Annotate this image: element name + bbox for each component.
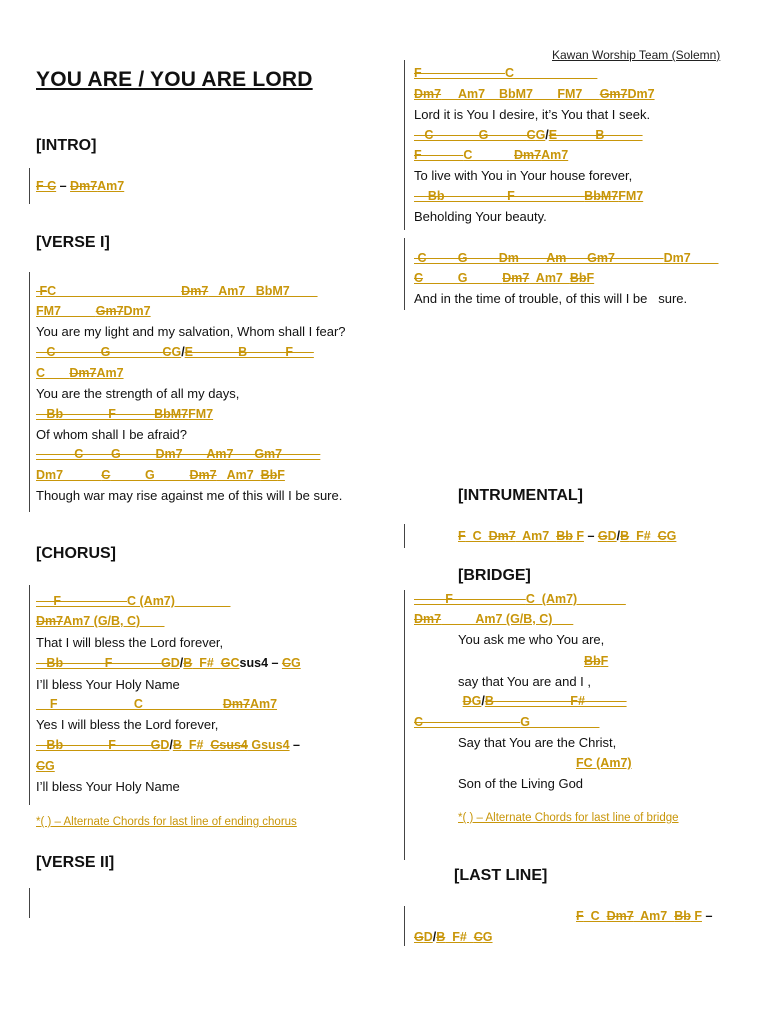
chord-segment: C G Dm7 Am7 Gm7	[36, 447, 321, 461]
chord-line	[36, 697, 277, 711]
chord-segment: C (Am7)	[127, 594, 231, 608]
chord-segment: C	[162, 345, 172, 359]
chord-segment: F	[690, 909, 702, 923]
chord-line	[36, 759, 55, 773]
chord-segment: Dm7	[414, 612, 442, 626]
chord-segment: C	[230, 656, 240, 670]
chord-segment: F	[586, 271, 595, 285]
chord-segment: Am7	[216, 468, 261, 482]
chord-segment: G	[161, 656, 171, 670]
chord-segment: Am7	[541, 148, 569, 162]
chord-segment: D	[423, 930, 433, 944]
chord-segment: C	[101, 468, 111, 482]
chord-segment: Gm7	[599, 87, 628, 101]
chord-segment: F	[277, 468, 285, 482]
lyric-line: Son of the Living God	[458, 776, 584, 791]
chord-segment: C	[281, 656, 291, 670]
chord-segment: Bb F	[36, 407, 155, 421]
alternate-chords-note: *( ) – Alternate Chords for last line of ending chorus	[36, 816, 297, 828]
chord-segment: G	[423, 271, 503, 285]
lyric-line: To live with You in Your house forever,	[414, 168, 633, 183]
chord-segment: Bb F	[414, 189, 585, 203]
chord-segment: G	[414, 930, 424, 944]
alternate-chords-note: *( ) – Alternate Chords for last line of bridge	[458, 812, 679, 824]
chord-segment: /	[181, 345, 185, 359]
lyric-line: Yes I will bless the Lord forever,	[36, 717, 219, 732]
chord-segment: F#	[181, 738, 211, 752]
section-last-line: [LAST LINE]	[454, 867, 548, 884]
margin-rule	[29, 888, 30, 918]
chord-segment: /	[169, 738, 173, 752]
chord-line	[36, 594, 231, 608]
chord-segment: C	[36, 366, 70, 380]
chord-segment: G	[110, 468, 190, 482]
chord-segment: Am7	[515, 529, 557, 543]
lyric-line: You are my light and my salvation, Whom shall I fear?	[36, 324, 346, 339]
chord-segment: B	[620, 529, 630, 543]
chord-segment: D	[160, 738, 170, 752]
chord-segment: BbM7	[584, 189, 619, 203]
lyric-line: I’ll bless Your Holy Name	[36, 779, 180, 794]
chord-segment: FM7	[188, 407, 214, 421]
chord-segment: C (Am7)	[525, 592, 626, 606]
chord-line	[36, 738, 300, 752]
chord-segment: Dm7	[181, 284, 209, 298]
chord-segment: Am7 BbM7 FM7	[441, 87, 600, 101]
chord-segment: /	[545, 128, 549, 142]
chord-segment: /	[481, 694, 485, 708]
chord-segment: Dm7	[502, 271, 530, 285]
chord-segment: FM7	[618, 189, 644, 203]
chord-segment: Bb	[556, 529, 573, 543]
chord-segment: G	[45, 759, 55, 773]
chord-segment: D	[170, 656, 180, 670]
chord-segment: C	[47, 284, 182, 298]
chord-segment: Gsus4	[247, 738, 290, 752]
chord-line	[414, 592, 626, 606]
chord-segment: F	[414, 66, 505, 80]
chord-line	[36, 656, 301, 670]
section-bridge: [BRIDGE]	[458, 567, 531, 584]
lyric-line: And in the time of trouble, of this will I be sure.	[414, 291, 688, 306]
chord-segment: G	[535, 128, 546, 142]
chord-segment: E B	[548, 128, 643, 142]
chord-line	[414, 189, 643, 203]
margin-rule	[404, 238, 405, 310]
chord-segment: F	[414, 592, 526, 606]
chord-segment: F	[414, 148, 464, 162]
lyric-line: Beholding Your beauty.	[414, 209, 547, 224]
chord-segment: FC (Am7)	[576, 756, 632, 770]
chord-line	[36, 284, 318, 298]
chord-segment: C	[36, 759, 46, 773]
chord-segment: G	[597, 529, 608, 543]
chord-segment: Dm7	[69, 366, 97, 380]
chord-line	[414, 87, 655, 101]
chord-segment: B F#	[484, 694, 627, 708]
chord-segment: C	[465, 529, 489, 543]
chord-segment: Bb F	[36, 656, 162, 670]
chord-segment: Bb	[260, 468, 278, 482]
song-title: YOU ARE / YOU ARE LORD	[36, 68, 313, 91]
chord-line	[414, 930, 493, 944]
lyric-line: Though war may rise against me of this will I be sure.	[36, 488, 343, 503]
chord-segment: C G	[36, 345, 163, 359]
chord-line	[414, 148, 568, 162]
chord-line	[36, 345, 314, 359]
margin-rule	[404, 590, 405, 860]
chord-segment: C	[414, 715, 521, 729]
chord-segment: Csus4	[210, 738, 248, 752]
chord-segment: G	[290, 656, 301, 670]
chord-segment: E B F	[184, 345, 314, 359]
chord-segment: –	[583, 529, 598, 543]
margin-rule	[404, 906, 405, 946]
chord-segment: BbM7	[154, 407, 189, 421]
chord-segment: sus4 –	[239, 656, 282, 670]
chord-segment: F	[576, 909, 584, 923]
chord-segment: F#	[445, 930, 474, 944]
chord-segment: C	[463, 148, 515, 162]
chord-segment: Am7	[96, 366, 124, 380]
lyric-line: I’ll bless Your Holy Name	[36, 677, 180, 692]
chord-line	[584, 654, 608, 668]
chord-segment: /	[179, 656, 184, 670]
section-chorus: [CHORUS]	[36, 545, 116, 562]
chord-segment: F	[36, 594, 127, 608]
chord-segment: G	[482, 930, 493, 944]
chord-segment: Dm7	[606, 909, 634, 923]
lyric-line: say that You are and I ,	[458, 674, 591, 689]
chord-segment: F	[458, 529, 466, 543]
chord-segment: –	[289, 738, 301, 752]
chord-line	[36, 179, 124, 193]
chord-segment: C	[414, 271, 424, 285]
chord-line	[576, 909, 712, 923]
chord-line	[414, 251, 718, 265]
chord-segment: D	[607, 529, 617, 543]
chord-segment: C	[505, 66, 598, 80]
chord-segment	[414, 694, 463, 708]
section-instrumental: [INTRUMENTAL]	[458, 487, 584, 504]
chord-segment: Dm7	[36, 614, 64, 628]
chord-segment: C	[473, 930, 483, 944]
chord-segment: Bb	[584, 654, 601, 668]
chord-segment: /	[616, 529, 621, 543]
lyric-line: You are the strength of all my days,	[36, 386, 240, 401]
lyric-line: That I will bless the Lord forever,	[36, 635, 224, 650]
chord-segment: Dm7	[36, 468, 102, 482]
chord-segment: F#	[192, 656, 221, 670]
chord-segment: Am7	[97, 179, 125, 193]
chord-segment: Dm7	[189, 468, 217, 482]
lyric-line: Of whom shall I be afraid?	[36, 427, 188, 442]
chord-line	[414, 612, 573, 626]
chord-segment: –	[56, 179, 71, 193]
margin-rule	[404, 60, 405, 230]
chord-line	[414, 694, 627, 708]
margin-rule	[404, 524, 405, 548]
margin-rule	[29, 272, 30, 512]
chord-segment: D	[462, 694, 472, 708]
chord-line	[36, 614, 165, 628]
chord-line	[414, 715, 599, 729]
chord-segment: G	[471, 694, 482, 708]
chord-segment: C G	[414, 128, 527, 142]
chord-segment: Am7 BbM7	[208, 284, 318, 298]
margin-rule	[29, 168, 30, 204]
chord-segment: Gm7	[95, 304, 124, 318]
chord-segment: C	[526, 128, 536, 142]
chord-segment: F	[36, 284, 48, 298]
chord-segment: G	[666, 529, 677, 543]
team-header: Kawan Worship Team (Solemn)	[552, 48, 721, 62]
chord-segment: Dm7	[514, 148, 542, 162]
chord-segment: F C	[36, 179, 57, 193]
chord-segment: G	[171, 345, 182, 359]
chord-segment: Am7 (G/B, C)	[441, 612, 574, 626]
chord-segment: F C	[36, 697, 223, 711]
chord-segment: F#	[629, 529, 658, 543]
chord-line	[36, 407, 213, 421]
chord-line	[414, 128, 643, 142]
chord-segment: G	[520, 715, 600, 729]
section-verse-2: [VERSE II]	[36, 854, 115, 871]
lyric-line: Say that You are the Christ,	[458, 735, 617, 750]
chord-segment: B	[172, 738, 182, 752]
chord-segment: Dm7	[627, 87, 655, 101]
section-intro: [INTRO]	[36, 137, 97, 154]
chord-segment: /	[432, 930, 437, 944]
chord-segment: Dm7	[222, 697, 250, 711]
chord-segment: Am7	[529, 271, 570, 285]
chord-segment: Am7	[633, 909, 675, 923]
chord-line	[576, 756, 632, 770]
chord-segment: B	[183, 656, 193, 670]
chord-segment: Am7	[249, 697, 278, 711]
margin-rule	[29, 585, 30, 805]
chord-segment: Dm7	[70, 179, 98, 193]
chord-segment: Dm7	[123, 304, 151, 318]
chord-segment: G	[220, 656, 231, 670]
chord-line	[36, 447, 320, 461]
chord-segment: Dm7	[663, 251, 719, 265]
chord-segment: Bb F	[36, 738, 151, 752]
chord-segment: –	[701, 909, 713, 923]
chord-line	[458, 529, 676, 543]
chord-segment: Dm7	[488, 529, 516, 543]
chord-segment: Am7 (G/B, C)	[63, 614, 165, 628]
section-verse-1: [VERSE I]	[36, 234, 110, 251]
chord-segment: Bb	[569, 271, 587, 285]
chord-segment: Dm7	[414, 87, 442, 101]
chord-segment: B	[436, 930, 446, 944]
lyric-line: Lord it is You I desire, it’s You that I seek.	[414, 107, 651, 122]
chord-segment: C	[583, 909, 607, 923]
chord-segment: F	[600, 654, 609, 668]
lyric-line: You ask me who You are,	[458, 632, 605, 647]
chord-line	[36, 366, 124, 380]
chord-segment: G	[150, 738, 161, 752]
chord-line	[36, 304, 151, 318]
chord-segment: FM7	[36, 304, 96, 318]
chord-segment: C	[657, 529, 667, 543]
chord-line	[36, 468, 285, 482]
chord-segment: F	[572, 529, 584, 543]
chord-line	[414, 66, 597, 80]
chord-segment: C G Dm Am Gm7	[414, 251, 664, 265]
chord-line	[414, 271, 594, 285]
chord-segment: Bb	[674, 909, 691, 923]
